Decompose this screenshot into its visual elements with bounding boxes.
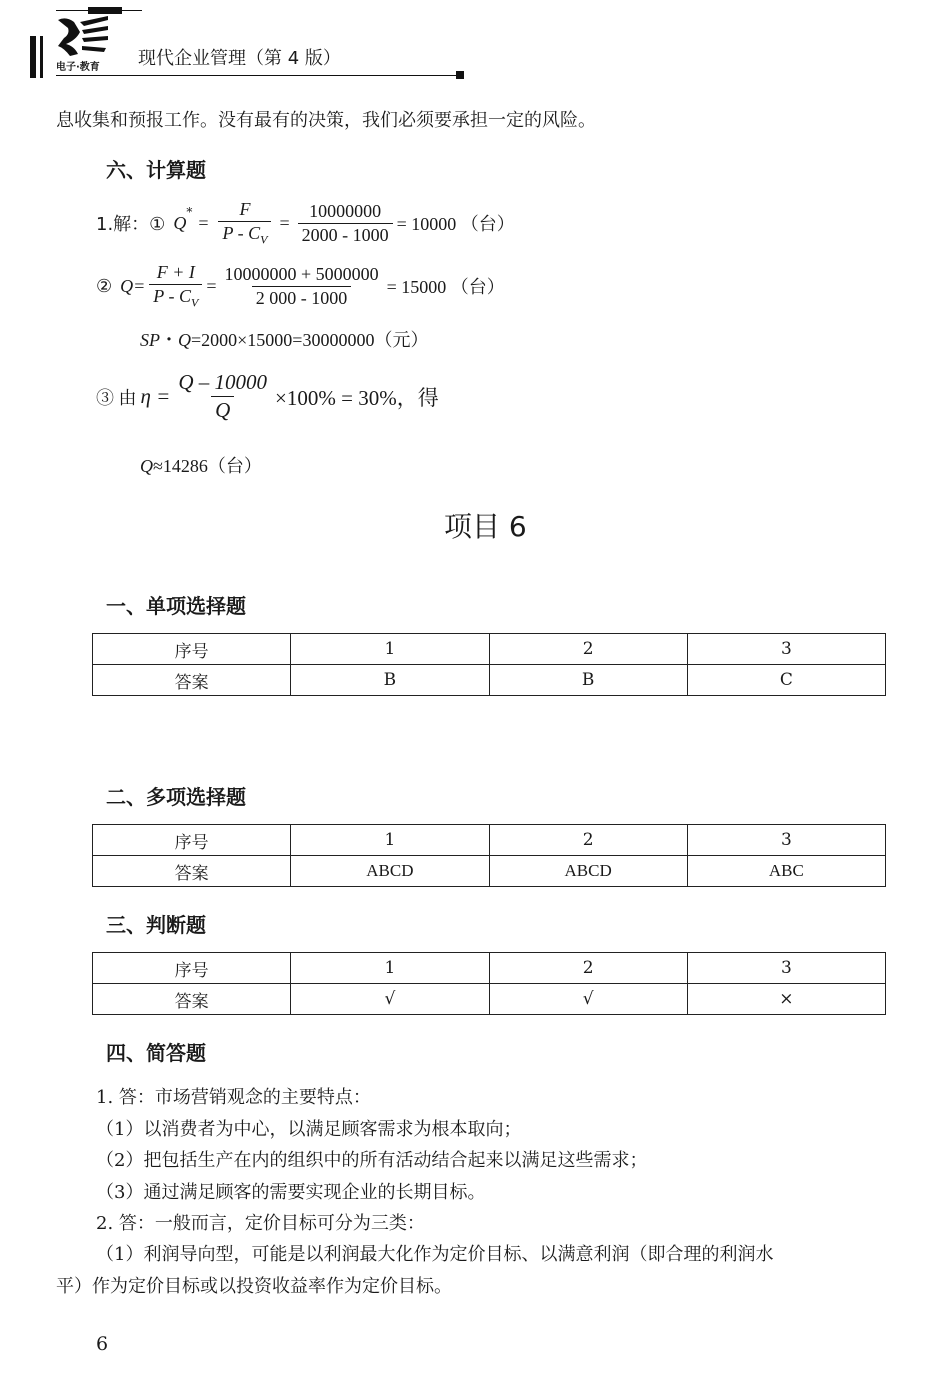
single-choice-heading: 一、单项选择题 [106,594,246,618]
formula-4-rest: ×100% = 30%，得 [275,385,439,410]
formula-4-den: Q [211,396,234,423]
multi-choice-table [92,824,886,887]
formula-3-rest: =2000×15000=30000000（元） [191,330,429,350]
short-answer-line-4: （3）通过满足顾客的需要实现企业的长期目标。 [96,1182,486,1203]
formula-3-dot: ・ [160,330,178,350]
formula-1-prefix: 1.解：① [96,214,166,236]
formula-line-2 [96,262,505,311]
short-answer-line-2: （1）以消费者为中心，以满足顾客需求为根本取向； [96,1119,522,1140]
table-cell: ABCD [489,856,687,887]
formula-1-eq: = [198,212,209,233]
table-cell: √ [291,984,489,1015]
short-answer-line-6: （1）利润导向型，可能是以利润最大化作为定价目标、以满意利润（即合理的利润水 [96,1244,774,1265]
table-cell: 1 [291,634,489,665]
logo-text: 电子·教育 [56,62,100,73]
table-cell: 1 [291,953,489,984]
table-row [93,634,886,665]
short-answer-line-3: （2）把包括生产在内的组织中的所有活动结合起来以满足这些需求； [96,1150,648,1171]
publisher-logo-icon [56,14,110,58]
calc-heading: 六、计算题 [106,158,206,182]
table-cell: 序号 [93,634,291,665]
header-top-block [88,7,122,14]
formula-3-p: P [149,330,160,350]
table-cell: 答案 [93,856,291,887]
table-row [93,665,886,696]
formula-line-4 [96,370,439,423]
table-cell: 3 [687,634,885,665]
table-row [93,856,886,887]
formula-4-frac [174,370,271,423]
header-rule-end [456,71,464,79]
project-title: 项目 6 [444,510,527,543]
formula-1-den2: 2000 - 1000 [298,223,393,246]
short-answer-line-7: 平）作为定价目标或以投资收益率作为定价目标。 [56,1276,452,1297]
table-cell: √ [489,984,687,1015]
formula-2-v: V [190,295,199,310]
formula-2-num1: F + I [156,262,195,282]
table-row [93,953,886,984]
table-cell: 答案 [93,984,291,1015]
formula-4-num: Q – 10000 [178,370,268,394]
table-cell: 3 [687,825,885,856]
intro-line: 息收集和预报工作。没有最有的决策，我们必须要承担一定的风险。 [56,110,596,131]
formula-2-result: = 15000 （台） [386,277,505,298]
formula-4-eta: η = [140,384,171,408]
table-cell: 答案 [93,665,291,696]
short-answer-heading: 四、简答题 [106,1041,206,1065]
table-cell: B [489,665,687,696]
formula-2-den2: 2 000 - 1000 [252,286,352,309]
table-cell: 2 [489,825,687,856]
table-cell: 3 [687,953,885,984]
formula-2-frac-a [149,262,202,311]
short-answer-line-1: 1. 答：市场营销观念的主要特点： [96,1087,371,1108]
formula-5-rest: ≈14286（台） [153,456,262,476]
header-side-bar-thin [40,36,43,78]
formula-1-frac-a [218,199,271,248]
judge-heading: 三、判断题 [106,913,206,937]
table-cell: 1 [291,825,489,856]
judge-table [92,952,886,1015]
formula-1-result: = 10000 （台） [396,214,515,235]
multi-choice-heading: 二、多项选择题 [106,785,246,809]
header-bottom-rule [56,75,464,76]
table-cell: ABCD [291,856,489,887]
table-cell: B [291,665,489,696]
table-cell: 2 [489,953,687,984]
table-cell: 2 [489,634,687,665]
header-side-bar [30,36,36,78]
table-cell: C [687,665,885,696]
formula-5-q: Q [140,456,153,476]
formula-line-1: 1.解：① Q * = $\frac{F}{P - C_V}$ = $\frac{10000000}{2000 - 1000}$ = 10000 （台） [96,199,515,247]
table-cell: 序号 [93,825,291,856]
formula-line-5 [140,452,262,478]
formula-4-prefix: ③ 由 [96,387,137,408]
table-row [93,984,886,1015]
table-cell: ABC [687,856,885,887]
formula-2-frac-b [220,264,382,309]
page-number: 6 [96,1333,109,1355]
table-cell: × [687,984,885,1015]
table-row [93,825,886,856]
formula-1-v: V [260,232,268,247]
formula-2-num2: 10000000 + 5000000 [224,263,379,284]
formula-line-3 [140,326,428,352]
book-title: 现代企业管理（第 4 版） [138,48,341,69]
formula-2-eq: = [206,275,217,296]
formula-1-f: F [239,199,251,219]
formula-1-star: * [186,205,193,219]
short-answer-line-5: 2. 答：一般而言，定价目标可分为三类： [96,1213,425,1234]
formula-2-prefix: ② [96,275,113,296]
table-cell: 序号 [93,953,291,984]
formula-3-q: Q [178,330,191,350]
formula-3-s: S [140,330,149,350]
formula-2-q: Q= [120,275,146,296]
single-choice-table [92,633,886,696]
formula-1-num2: 10000000 [309,200,382,221]
formula-1-frac-b [298,201,393,246]
formula-1-pc: P - C [222,223,261,243]
formula-2-pc: P - C [153,286,191,306]
formula-1-q: Q [173,212,187,233]
